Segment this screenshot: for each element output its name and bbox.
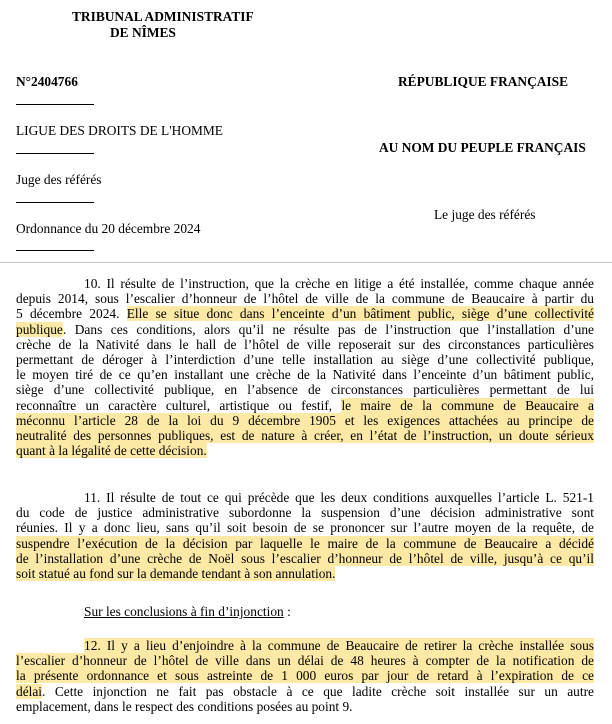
paragraph-10 (16, 276, 594, 458)
highlighted-text: méconnu l’article 28 de la loi du 9 décembre 1905 et les exigences attachées au principe de (16, 412, 594, 428)
highlighted-text: la présente ordonnance et sous astreinte de 1 000 euros par jour de retard à l’expiration de ce (16, 668, 594, 684)
text-line (16, 443, 594, 458)
text-line (16, 536, 594, 551)
text-line: emplacement, dans le respect des conditions posées au point 9. (16, 698, 353, 714)
order-date: Ordonnance du 20 décembre 2024 (16, 221, 201, 236)
highlighted-text: publique (16, 321, 63, 337)
header-divider (16, 250, 94, 251)
text-line: depuis 2014, sous l’escalier d’honneur de l’hôtel de ville de la commune de Beaucaire à partir du (16, 291, 594, 307)
text-line (16, 566, 594, 581)
highlighted-text: suspendre l’exécution de la décision par laquelle le maire de la commune de Beaucaire a décidé (16, 535, 594, 551)
highlighted-text: délai (16, 683, 43, 699)
party-name: LIGUE DES DROITS DE L'HOMME (16, 123, 223, 138)
text-line (16, 653, 594, 668)
highlighted-text: neutralité des personnes publiques, est de nature à créer, en l’état de l’instruction, un doute sérieux (16, 428, 594, 444)
name-of-people-heading: AU NOM DU PEUPLE FRANÇAIS (379, 140, 586, 155)
text-line (16, 306, 594, 321)
highlighted-text: l’escalier d’honneur de l’hôtel de ville dans un délai de 48 heures à compter de la notification de (16, 653, 594, 669)
highlighted-text: le maire de la commune de Beaucaire a (341, 397, 594, 413)
text-line (16, 398, 594, 413)
text-line (16, 684, 594, 699)
judge-title: Le juge des référés (434, 207, 536, 222)
conclusions-heading-text: Sur les conclusions à fin d’injonction (84, 604, 284, 619)
text-line: 10. Il résulte de l’instruction, que la crèche en litige a été installée, comme chaque année (84, 276, 594, 291)
text-segment: . Dans ces conditions, alors qu’il ne résulte pas de l’instruction que l’installation d’une (62, 321, 594, 337)
text-line: permettant de déroger à l’interdiction d’une telle installation au siège d’une collectivité publique, (16, 352, 594, 368)
text-line (16, 413, 594, 428)
text-segment: reconnaître un caractère culturel, artistique ou festif, (16, 397, 342, 413)
conclusions-heading (84, 604, 291, 620)
text-line (16, 551, 594, 566)
highlighted-text: soit statué au fond sur la demande tendant à son annulation. (16, 566, 336, 582)
text-line: réunies. Il y a donc lieu, sans qu’il soit besoin de se prononcer sur l’autre moyen de la requête, de (16, 520, 594, 536)
text-line (16, 428, 594, 443)
conclusions-colon: : (283, 604, 291, 619)
highlighted-text: quant à la légalité de cette décision. (16, 443, 207, 459)
judge-role: Juge des référés (16, 172, 102, 187)
header-divider (16, 104, 94, 105)
text-line: crèche de la Nativité dans le hall de l’hôtel de ville reposerait sur des circonstances particulières (16, 336, 594, 352)
text-line: siège d’une collectivité publique, en l’absence de circonstances particulières permettant de lui (16, 382, 594, 398)
republic-heading: RÉPUBLIQUE FRANÇAISE (398, 74, 569, 89)
highlighted-text: Elle se situe donc dans l’enceinte d’un bâtiment public, siège d’une collectivité (126, 306, 594, 322)
court-city: DE NÎMES (110, 25, 176, 40)
text-segment: . Cette injonction ne fait pas obstacle à ce que ladite crèche soit installée sur un autre (42, 683, 594, 699)
text-line (16, 638, 594, 653)
paragraph-12 (16, 638, 594, 714)
header-divider (16, 202, 94, 203)
case-number: N°2404766 (16, 74, 78, 89)
text-line (16, 322, 594, 337)
paragraph-11 (16, 490, 594, 581)
text-line (16, 668, 594, 683)
court-name: TRIBUNAL ADMINISTRATIF (72, 9, 254, 24)
header-divider (16, 153, 94, 154)
highlighted-text: de l’installation d’une crèche de Noël sous l’escalier d’honneur de l’hôtel de ville, jusqu’à ce qu’il (16, 550, 594, 566)
text-line: du code de justice administrative subordonne la suspension d’une décision administrative sont (16, 505, 594, 521)
text-line: 11. Il résulte de tout ce qui précède que les deux conditions auxquelles l’article L. 521-1 (84, 490, 594, 505)
highlighted-text: 12. Il y a lieu d’enjoindre à la commune de Beaucaire de retirer la crèche installée sous (84, 638, 594, 653)
text-line: le moyen tiré de ce qu’en installant une crèche de la Nativité dans l’enceinte d’un bâtiment public, (16, 367, 594, 383)
section-separator (0, 262, 612, 263)
text-segment: 5 décembre 2024. (16, 306, 127, 322)
